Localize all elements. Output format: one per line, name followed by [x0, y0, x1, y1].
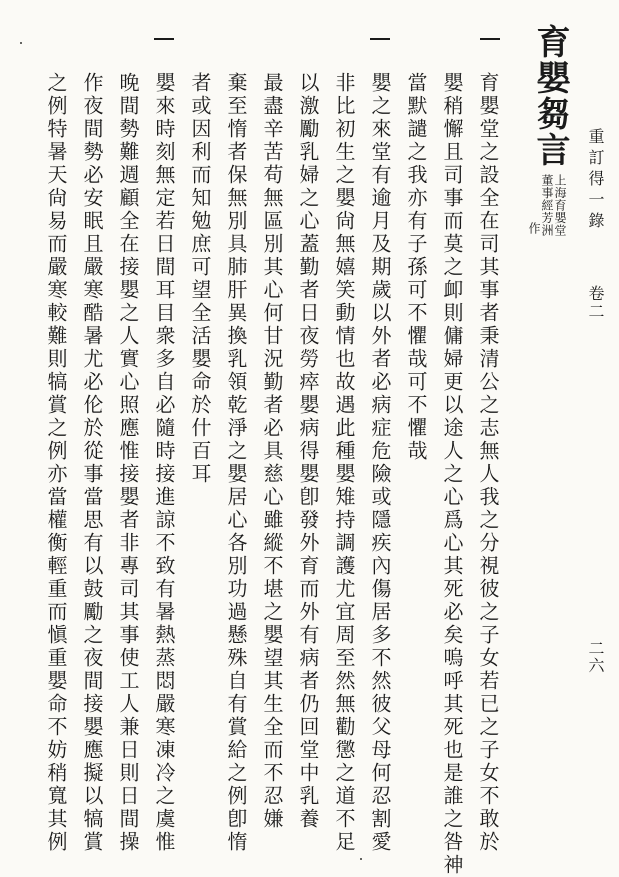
text-column: 作夜間勢必安眠且嚴寒酷暑尤必伦於從事當思有以鼓勵之夜間接嬰應擬以犒賞	[80, 72, 104, 854]
text-column: 育嬰堂之設全在司其事者秉清公之志無人我之分視彼之子女若已之子女不敢於	[476, 72, 500, 854]
text-column: 晚間勢難週顧全在接嬰之人實心照應惟接嬰者非專司其事使工人兼日則日間操	[116, 72, 140, 854]
section-title: 育嬰芻言	[530, 24, 570, 168]
author-line: 作	[527, 222, 541, 235]
page-number: 二六	[586, 640, 605, 674]
chapter-label: 卷二	[586, 285, 605, 321]
text-column: 非比初生之嬰尙無嬉笑動情也故遇此種嬰雉持調護尤宜周至然無勸懲之道不足	[332, 72, 356, 854]
author-block	[528, 174, 566, 237]
text-column: 以激勵乳婦之心蓋勤者日夜勞瘁嬰病得嬰卽發外育而外有病者仍回堂中乳養	[296, 72, 320, 831]
speck	[20, 42, 22, 44]
text-column: 當默譴之我亦有子孫可不懼哉可不懼哉	[404, 72, 428, 463]
author-line: 董事經芳洲	[540, 174, 554, 237]
speck	[360, 858, 362, 860]
section-marker	[480, 38, 500, 40]
text-column: 嬰來時刻無定若日間耳目衆多自必隨時接進諒不致有暑熱蒸悶嚴寒凍冷之虞惟	[152, 72, 176, 854]
section-marker	[154, 38, 174, 40]
text-column: 棄至惰者保無別具肺肝異換乳領乾淨之嬰居心各別功過懸殊自有賞給之例卽惰	[224, 72, 248, 854]
text-column: 嬰稍懈且司事而莫之卹則傭婦更以途人之心爲心其死必矣嗚呼其死也是誰之咎神	[440, 72, 464, 877]
section-marker	[370, 38, 390, 40]
text-column: 最盡辛苦苟無區別其心何甘況勤者必具慈心雖縱不堪之嬰望其生全而不忍嫌	[260, 72, 284, 831]
text-column: 嬰之來堂有逾月及期歲以外者必病症危險或隱疾內傷居多不然彼父母何忍割愛	[368, 72, 392, 854]
text-column: 者或因利而知勉庶可望全活嬰命於什百耳	[188, 72, 212, 486]
text-column: 之例特暑天尙易而嚴寒較難則犒賞之例亦當權衡輕重而愼重嬰命不妨稍寬其例	[44, 72, 68, 854]
running-title: 重訂得一錄	[586, 128, 605, 233]
author-line: 上海育嬰堂	[553, 174, 567, 237]
